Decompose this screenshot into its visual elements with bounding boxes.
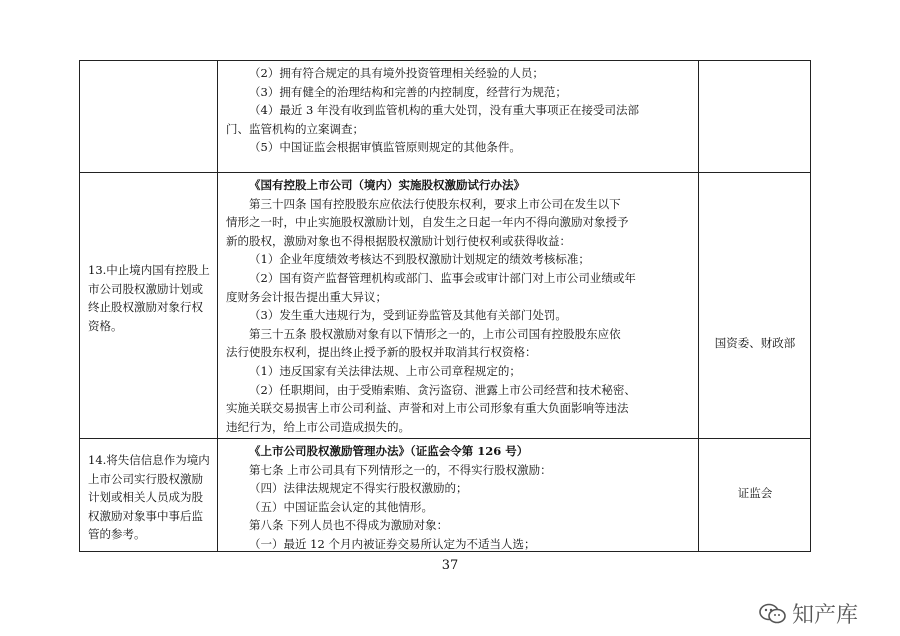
content-line: 第七条 上市公司具有下列情形之一的，不得实行股权激励： [249, 462, 552, 477]
content-line: 第三十五条 股权激励对象有以下情形之一的，上市公司国有控股股东应依 [249, 326, 621, 341]
content-line: 情形之一时，中止实施股权激励计划，自发生之日起一年内不得向激励对象授予 [226, 215, 629, 230]
item-description: 14.将失信信息作为境内上市公司实行股权激励计划或相关人员成为股权激励对象事中事后监管的参考。 [88, 453, 210, 542]
authority-label: 国资委、财政部 [714, 336, 796, 350]
content-line: 第八条 下列人员也不得成为激励对象： [249, 518, 449, 533]
table-cell-item [80, 173, 218, 438]
content-line: 度财务会计报告提出重大异议； [226, 289, 387, 304]
table-cell-authority [698, 439, 810, 551]
regulation-title: 《国有控股上市公司（境内）实施股权激励试行办法》 [249, 178, 525, 192]
table-cell-authority [698, 61, 810, 172]
item-description: 13.中止境内国有控股上市公司股权激励计划或终止股权激励对象行权资格。 [88, 263, 210, 333]
watermark [758, 598, 858, 629]
table-row [80, 173, 810, 439]
table-row [80, 61, 810, 173]
regulation-title: 《上市公司股权激励管理办法》（证监会令第 126 号） [249, 444, 529, 458]
table-cell-content [218, 439, 698, 551]
content-line: 第三十四条 国有控股股东应依法行使股东权利，要求上市公司在发生以下 [249, 196, 621, 211]
content-line: （五）中国证监会认定的其他情形。 [249, 499, 433, 514]
content-line: （3）拥有健全的治理结构和完善的内控制度，经营行为规范； [249, 84, 567, 99]
content-line: （2）国有资产监督管理机构或部门、监事会或审计部门对上市公司业绩或年 [249, 270, 636, 285]
table-cell-content [218, 173, 698, 438]
table-cell-item [80, 439, 218, 551]
content-line: （5）中国证监会根据审慎监管原则规定的其他条件。 [249, 140, 521, 155]
regulation-table [79, 60, 811, 552]
content-line: 法行使股东权利，提出终止授予新的股权并取消其行权资格： [226, 345, 537, 360]
watermark-text: 知产库 [792, 603, 859, 628]
content-line: （2）拥有符合规定的具有境外投资管理相关经验的人员； [249, 66, 544, 80]
page-number: 37 [441, 558, 459, 573]
content-line: （1）违反国家有关法律法规、上市公司章程规定的； [249, 363, 521, 378]
content-line: （4）最近 3 年没有收到监管机构的重大处罚，没有重大事项正在接受司法部 [249, 103, 639, 118]
content-line: （四）法律法规规定不得实行股权激励的； [249, 481, 468, 496]
table-row [80, 439, 810, 551]
content-line: 门、监管机构的立案调查； [226, 121, 364, 136]
authority-label: 证监会 [737, 486, 773, 500]
content-line: （1）企业年度绩效考核达不到股权激励计划规定的绩效考核标准； [249, 252, 590, 267]
table-cell-content [218, 61, 698, 172]
content-line: （3）发生重大违规行为，受到证券监管及其他有关部门处罚。 [249, 308, 567, 323]
table-cell-item [80, 61, 218, 172]
content-line: （2）任职期间，由于受贿索贿、贪污盗窃、泄露上市公司经营和技术秘密、 [249, 382, 636, 397]
content-line: 违纪行为，给上市公司造成损失的。 [226, 419, 410, 434]
content-line: 实施关联交易损害上市公司利益、声誉和对上市公司形象有重大负面影响等违法 [226, 401, 629, 416]
table-cell-authority [698, 173, 810, 438]
content-line: 新的股权，激励对象也不得根据股权激励计划行使权利或获得收益： [226, 233, 571, 248]
wechat-icon [758, 602, 788, 626]
content-line: （一）最近 12 个月内被证券交易所认定为不适当人选； [249, 536, 536, 551]
